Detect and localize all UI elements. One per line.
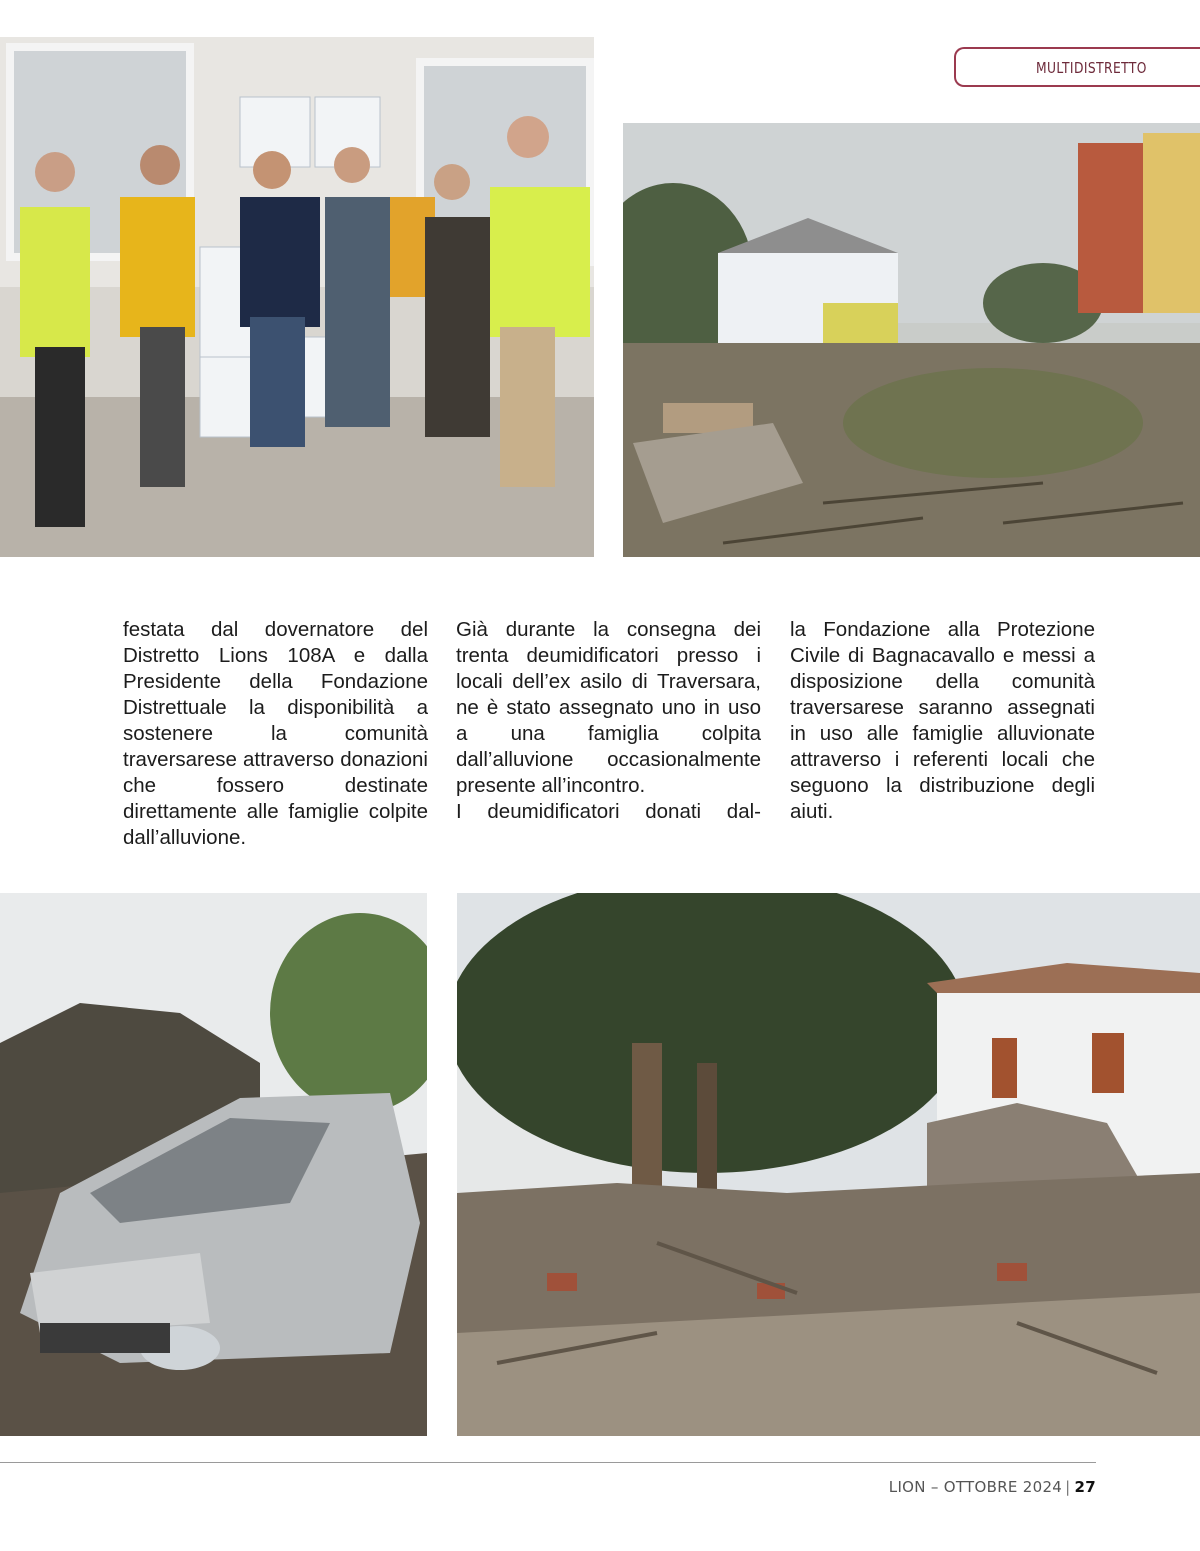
article-paragraph: I deumidificatori donati dal- bbox=[456, 800, 761, 823]
page-footer bbox=[889, 1478, 1096, 1496]
photo-lions-volunteers-dehumidifiers bbox=[0, 37, 594, 557]
car-photo-icon bbox=[0, 893, 427, 1436]
section-tab bbox=[954, 47, 1200, 87]
ruins-photo-icon bbox=[457, 893, 1200, 1436]
article-column-2 bbox=[456, 617, 761, 825]
section-label: MULTIDISTRETTO bbox=[1036, 59, 1147, 77]
magazine-issue: LION – OTTOBRE 2024 bbox=[888, 1478, 1063, 1496]
article-paragraph: Già durante la consegna dei trenta deumidificatori presso i locali dell’ex asilo di Traversara, ne è stato assegnato uno in uso a una famiglia colpita dall’alluvione occasionalmente presente all’incontro. bbox=[456, 618, 761, 797]
article-column-1 bbox=[123, 617, 428, 851]
article-paragraph: la Fondazione alla Protezione Civile di Bagnacavallo e messi a disposizione della comunità traversarese saranno assegnati in uso alle famiglie alluvionate attraverso i referenti locali che seguono la distribuzione degli aiuti. bbox=[790, 618, 1095, 823]
article-column-3 bbox=[790, 617, 1095, 825]
group-photo-icon bbox=[0, 37, 594, 557]
article-paragraph: festata dal dovernatore del Distretto Lions 108A e dalla Presidente della Fondazione Distrettuale la disponibilità a sostenere la comunità traversarese attraverso donazioni che fossero destinate direttamente alle famiglie colpite dall’alluvione. bbox=[123, 618, 428, 849]
footer-separator: | bbox=[1065, 1478, 1071, 1496]
photo-damaged-car-mud bbox=[0, 893, 427, 1436]
flood-photo-icon bbox=[623, 123, 1200, 557]
photo-collapsed-house-debris bbox=[457, 893, 1200, 1436]
photo-flooded-houses-street bbox=[623, 123, 1200, 557]
page-number: 27 bbox=[1074, 1478, 1096, 1496]
footer-rule bbox=[0, 1462, 1096, 1463]
